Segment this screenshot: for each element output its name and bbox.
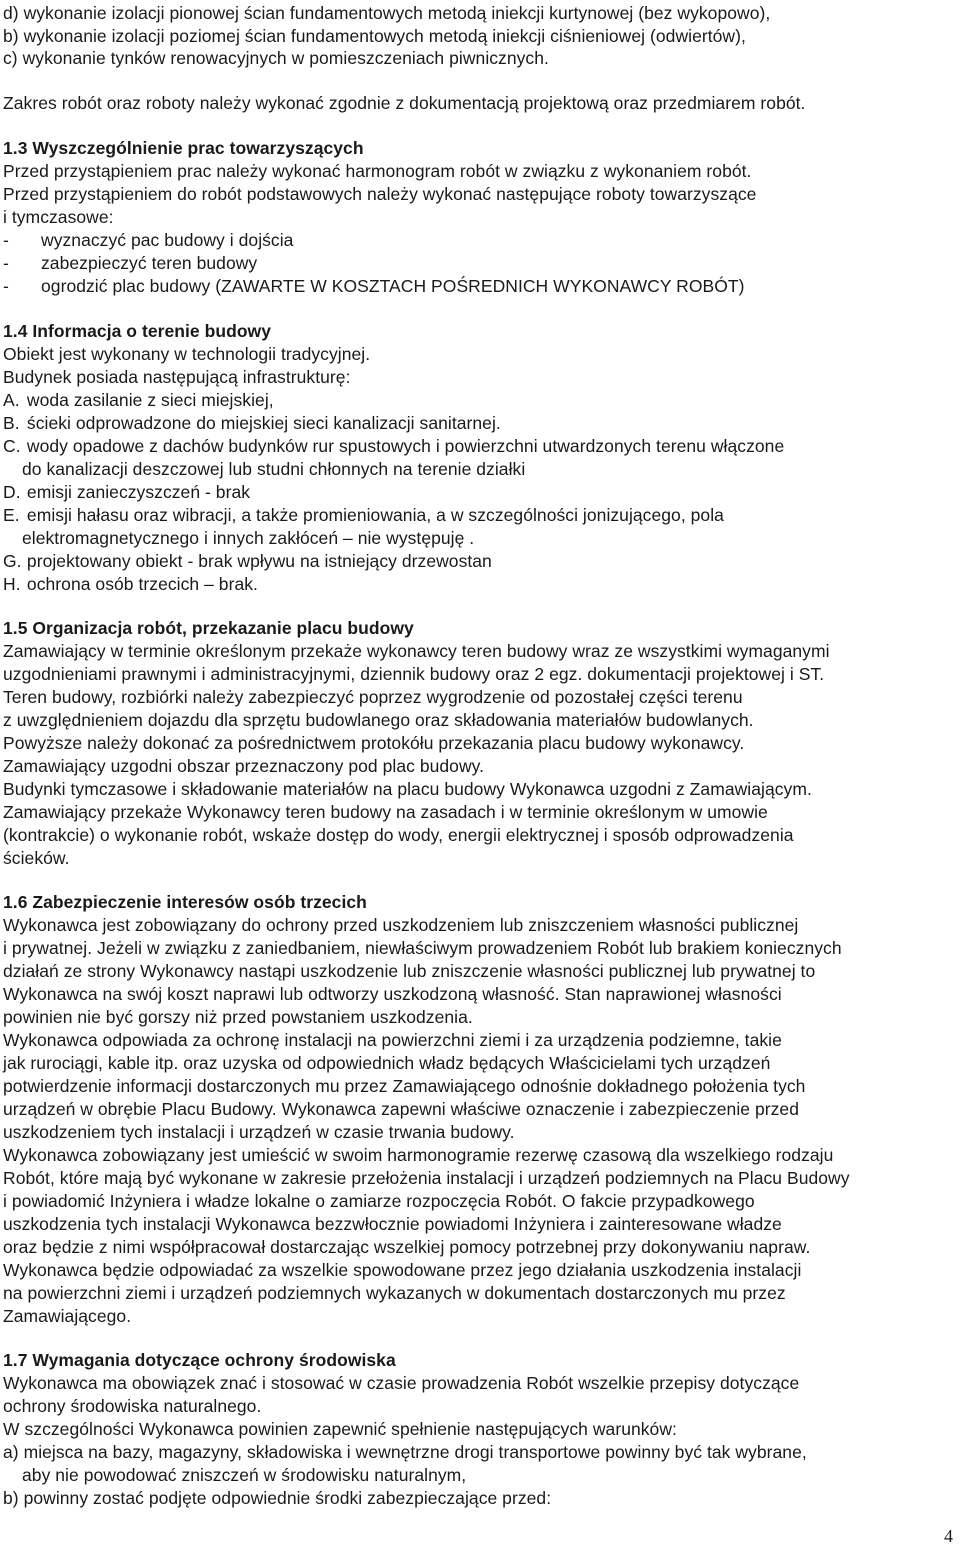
paragraph-line: Wykonawca będzie odpowiadać za wszelkie spowodowane przez jego działania uszkodzenia instalacji bbox=[3, 1260, 802, 1280]
list-item-text: woda zasilanie z sieci miejskiej, bbox=[26, 390, 274, 410]
lettered-list-item bbox=[3, 550, 492, 573]
dash-list-item bbox=[3, 252, 257, 275]
lettered-list-item bbox=[3, 435, 784, 458]
paragraph-line: Wykonawca ma obowiązek znać i stosować w czasie prowadzenia Robót wszelkie przepisy dotyczące bbox=[3, 1373, 800, 1393]
list-item-text: ochrona osób trzecich – brak. bbox=[26, 574, 258, 594]
paragraph-line: Wykonawca na swój koszt naprawi lub odtworzy uszkodzoną własność. Stan naprawionej własności bbox=[3, 984, 782, 1004]
lettered-list-item bbox=[3, 481, 250, 504]
paragraph-line: i prywatnej. Jeżeli w związku z zaniedbaniem, niewłaściwym prowadzeniem Robót lub brakiem koniecznych bbox=[3, 938, 842, 958]
paragraph-line: Wykonawca zobowiązany jest umieścić w swoim harmonogramie rezerwę czasową dla wszelkiego rodzaju bbox=[3, 1145, 834, 1165]
list-item-text: emisji hałasu oraz wibracji, a także promieniowania, a w szczególności jonizującego, pola bbox=[26, 505, 724, 525]
paragraph-line: b) wykonanie izolacji poziomej ścian fundamentowych metodą iniekcji ciśnieniowej (odwiertów), bbox=[3, 26, 746, 46]
list-marker: G. bbox=[3, 551, 22, 571]
dash-list-item bbox=[3, 229, 293, 252]
paragraph-line: oraz będzie z nimi współpracował dostarczając wszelkiej pomocy potrzebnej przy dokonywaniu napraw. bbox=[3, 1237, 811, 1257]
paragraph-line: uzgodnieniami prawnymi i administracyjnymi, dziennik budowy oraz 2 egz. dokumentacji projektowej i ST. bbox=[3, 664, 825, 684]
paragraph-line: Zamawiający uzgodni obszar przeznaczony pod plac budowy. bbox=[3, 756, 485, 776]
paragraph-line: i tymczasowe: bbox=[3, 207, 114, 227]
paragraph-line: c) wykonanie tynków renowacyjnych w pomieszczeniach piwnicznych. bbox=[3, 48, 549, 68]
dash-list-item bbox=[3, 275, 745, 298]
section-heading: 1.3 Wyszczególnienie prac towarzyszących bbox=[3, 138, 364, 158]
paragraph-line: ochrony środowiska naturalnego. bbox=[3, 1396, 262, 1416]
paragraph-line: b) powinny zostać podjęte odpowiednie środki zabezpieczające przed: bbox=[3, 1488, 552, 1508]
paragraph-line: potwierdzenie informacji dostarczonych mu przez Zamawiającego odnośnie dokładnego położenia tych bbox=[3, 1076, 806, 1096]
list-item-text: wyznaczyć pac budowy i dojścia bbox=[41, 230, 294, 250]
list-marker: A. bbox=[3, 390, 20, 410]
lettered-list-item bbox=[3, 573, 258, 596]
paragraph-line: i powiadomić Inżyniera i władze lokalne o zamiarze rozpoczęcia Robót. O fakcie przypadkowego bbox=[3, 1191, 755, 1211]
paragraph-line: z uwzględnieniem dojazdu dla sprzętu budowlanego oraz składowania materiałów budowlanych. bbox=[3, 710, 754, 730]
page-number: 4 bbox=[944, 1526, 953, 1546]
list-item-text: ścieki odprowadzone do miejskiej sieci kanalizacji sanitarnej. bbox=[26, 413, 501, 433]
lettered-list-item bbox=[3, 412, 501, 435]
paragraph-line: Teren budowy, rozbiórki należy zabezpieczyć poprzez wygrodzenie od pozostałej części terenu bbox=[3, 687, 743, 707]
paragraph-line: powinien nie być gorszy niż przed powstaniem uszkodzenia. bbox=[3, 1007, 473, 1027]
dash-bullet: - bbox=[3, 230, 9, 250]
paragraph-line: Zakres robót oraz roboty należy wykonać zgodnie z dokumentacją projektową oraz przedmiarem robót. bbox=[3, 93, 806, 113]
list-item-text: wody opadowe z dachów budynków rur spustowych i powierzchni utwardzonych terenu włączone bbox=[26, 436, 785, 456]
list-marker: D. bbox=[3, 482, 21, 502]
section-heading: 1.6 Zabezpieczenie interesów osób trzecich bbox=[3, 892, 367, 912]
paragraph-line: a) miejsca na bazy, magazyny, składowiska i wewnętrzne drogi transportowe powinny być tak wybrane, bbox=[3, 1442, 807, 1462]
paragraph-line: Zamawiającego. bbox=[3, 1306, 132, 1326]
paragraph-line: W szczególności Wykonawca powinien zapewnić spełnienie następujących warunków: bbox=[3, 1419, 677, 1439]
list-marker: H. bbox=[3, 574, 21, 594]
paragraph-line: Powyższe należy dokonać za pośrednictwem protokółu przekazania placu budowy wykonawcy. bbox=[3, 733, 745, 753]
paragraph-line: d) wykonanie izolacji pionowej ścian fundamentowych metodą iniekcji kurtynowej (bez wykopowo), bbox=[3, 3, 771, 23]
paragraph-line: Wykonawca jest zobowiązany do ochrony przed uszkodzeniem lub zniszczeniem własności publicznej bbox=[3, 915, 799, 935]
paragraph-line: działań ze strony Wykonawcy nastąpi uszkodzenie lub zniszczenie własności publicznej lub prywatnej to bbox=[3, 961, 816, 981]
lettered-list-item bbox=[3, 504, 724, 527]
dash-bullet: - bbox=[3, 253, 9, 273]
list-marker: C. bbox=[3, 436, 21, 456]
paragraph-line: uszkodzenia tych instalacji Wykonawca bezzwłocznie powiadomi Inżyniera i zainteresowane władze bbox=[3, 1214, 782, 1234]
section-heading: 1.4 Informacja o terenie budowy bbox=[3, 321, 272, 341]
list-marker: E. bbox=[3, 505, 20, 525]
continuation-line: do kanalizacji deszczowej lub studni chłonnych na terenie działki bbox=[22, 459, 526, 479]
list-item-text: zabezpieczyć teren budowy bbox=[41, 253, 258, 273]
continuation-line: aby nie powodować zniszczeń w środowisku naturalnym, bbox=[22, 1465, 467, 1485]
section-heading: 1.7 Wymagania dotyczące ochrony środowiska bbox=[3, 1350, 396, 1370]
paragraph-line: uszkodzeniem tych instalacji i urządzeń w czasie trwania budowy. bbox=[3, 1122, 515, 1142]
paragraph-line: Przed przystąpieniem prac należy wykonać harmonogram robót w związku z wykonaniem robót. bbox=[3, 161, 752, 181]
dash-bullet: - bbox=[3, 276, 9, 296]
continuation-line: elektromagnetycznego i innych zakłóceń – nie występuję . bbox=[22, 528, 475, 548]
paragraph-line: Budynki tymczasowe i składowanie materiałów na placu budowy Wykonawca uzgodni z Zamawiającym. bbox=[3, 779, 812, 799]
section-heading: 1.5 Organizacja robót, przekazanie placu budowy bbox=[3, 618, 414, 638]
paragraph-line: jak rurociągi, kable itp. oraz uzyska od odpowiednich władz będących Właścicielami tych urządzeń bbox=[3, 1053, 771, 1073]
list-item-text: emisji zanieczyszczeń - brak bbox=[26, 482, 251, 502]
paragraph-line: Zamawiający w terminie określonym przekaże wykonawcy teren budowy wraz ze wszystkimi wymaganymi bbox=[3, 641, 830, 661]
paragraph-line: Zamawiający przekaże Wykonawcy teren budowy na zasadach i w terminie określonym w umowie bbox=[3, 802, 768, 822]
paragraph-line: Wykonawca odpowiada za ochronę instalacji na powierzchni ziemi i za urządzenia podziemne, takie bbox=[3, 1030, 782, 1050]
paragraph-line: Robót, które mają być wykonane w zakresie przełożenia instalacji i urządzeń podziemnych na Placu Budowy bbox=[3, 1168, 850, 1188]
paragraph-line: (kontrakcie) o wykonanie robót, wskaże dostęp do wody, energii elektrycznej i sposób odprowadzenia bbox=[3, 825, 794, 845]
lettered-list-item bbox=[3, 389, 274, 412]
list-item-text: ogrodzić plac budowy (ZAWARTE W KOSZTACH POŚREDNICH WYKONAWCY ROBÓT) bbox=[41, 276, 745, 296]
paragraph-line: na powierzchni ziemi i urządzeń podziemnych wykazanych w dokumentach dostarczonych mu przez bbox=[3, 1283, 786, 1303]
paragraph-line: Budynek posiada następującą infrastrukturę: bbox=[3, 367, 351, 387]
paragraph-line: Przed przystąpieniem do robót podstawowych należy wykonać następujące roboty towarzyszące bbox=[3, 184, 757, 204]
paragraph-line: urządzeń w obrębie Placu Budowy. Wykonawca zapewni właściwe oznaczenie i zabezpieczenie przed bbox=[3, 1099, 799, 1119]
paragraph-line: Obiekt jest wykonany w technologii tradycyjnej. bbox=[3, 344, 371, 364]
paragraph-line: ścieków. bbox=[3, 848, 70, 868]
list-marker: B. bbox=[3, 413, 20, 433]
list-item-text: projektowany obiekt - brak wpływu na istniejący drzewostan bbox=[26, 551, 492, 571]
